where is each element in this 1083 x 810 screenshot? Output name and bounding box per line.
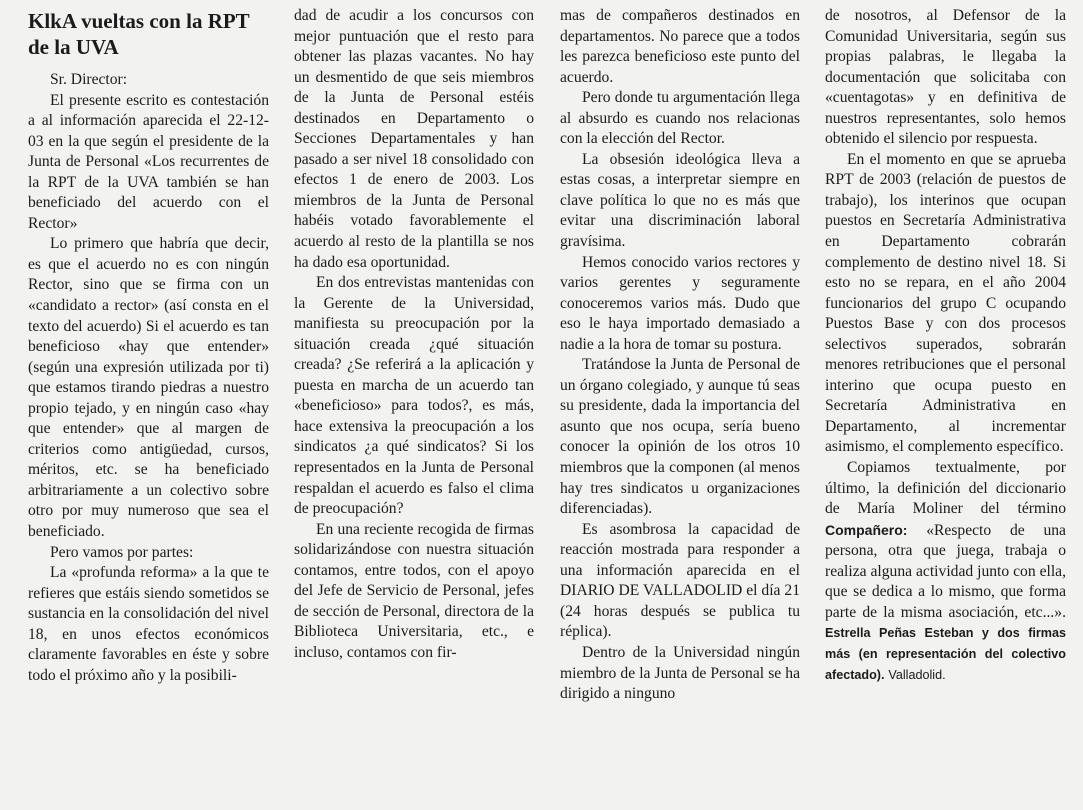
- paragraph: Pero vamos por partes:: [50, 543, 194, 561]
- definition-intro: Copiamos textualmente, por último, la definición del diccionario de María Moliner del término: [825, 459, 1066, 518]
- paragraph: Pero donde tu argumentación llega al absurdo es cuando nos relacionas con la elección del Rector.: [560, 89, 800, 148]
- column-2: [294, 6, 534, 664]
- column-1: [28, 6, 269, 686]
- paragraph: El presente escrito es contestación a al información aparecida el 22-12-03 en la que según el presidente de la Junta de Personal «Los recurrentes de la RPT de la UVA también se han beneficiado del acuerdo con el Rector»: [28, 91, 269, 232]
- article-title: KlkA vueltas con la RPT de la UVA: [28, 9, 250, 59]
- signature: Estrella Peñas Esteban y dos firmas más (en representación del colectivo afectado).: [825, 626, 1066, 682]
- definition-text: «Respecto de una persona, otra que juega, trabaja o realiza alguna actividad junto con ella, que se dedica a lo mismo, que forma parte de la misma asociación, etc...».: [825, 521, 1066, 621]
- signature-place: Valladolid.: [888, 667, 946, 682]
- paragraph: Hemos conocido varios rectores y varios gerentes y seguramente conoceremos varios más. Dudo que eso le haya importado demasiado a nadie a la hora de tomar su postura.: [560, 253, 800, 353]
- column-4: [825, 6, 1066, 685]
- closing-paragraph: [825, 458, 1066, 685]
- paragraph: En el momento en que se aprueba RPT de 2003 (relación de puestos de trabajo), los interinos que ocupan puestos en Secretaría Administrativa en Departamento cobrarán complemento de destino nivel 18. Si esto no se repara, en el año 2004 funcionarios del grupo C ocupando Puestos Base y con dos procesos selectivos superados, sobrarán menores retribuciones que el personal interino que ocupa puesto en Secretaría Administrativa en Departamento, al incrementar asimismo, el complemento específico.: [825, 150, 1066, 456]
- dictionary-term: Compañero:: [825, 521, 908, 538]
- paragraph: En dos entrevistas mantenidas con la Gerente de la Universidad, manifiesta su preocupación por la situación creada ¿qué situación creada? ¿Se referirá a la aplicación y puesta en marcha de un acuerdo tan «beneficioso» para todos?, es más, hace extensiva la preocupación a los sindicatos ¿a qué sindicatos? Si los representados en la Junta de Personal respaldan el acuerdo es falso el clima de preocupación?: [294, 274, 534, 518]
- paragraph: Lo primero que habría que decir, es que el acuerdo no es con ningún Rector, sino que se firma con un «candidato a rector» (así consta en el texto del acuerdo) Si el acuerdo es tan beneficioso «hay que entender» (según una expresión utilizada por ti) que estamos tirando piedras a nuestro propio tejado, y en ningún caso «hay que entender» que al margen de criterios como antigüedad, cursos, méritos, etc. se ha beneficiado arbitrariamente a un colectivo sobre otro por muy numeroso que sea el beneficiado.: [28, 235, 269, 541]
- paragraph: La «profunda reforma» a la que te refieres que estáis siendo sometidos se sustancia en la consolidación del nivel 18, en unos efectos económicos claramente favorables en éste y sobre todo el próximo año y la posibili-: [28, 564, 269, 684]
- paragraph: Tratándose la Junta de Personal de un órgano colegiado, y aunque tú seas su presidente, dada la importancia del asunto que nos ocupa, sería bueno conocer la opinión de los otros 10 miembros que la componen (al menos hay tres sindicatos u organizaciones diferenciadas).: [560, 356, 800, 518]
- paragraph: Es asombrosa la capacidad de reacción mostrada para responder a una información aparecida en el DIARIO DE VALLADOLID el día 21 (24 horas después se publica tu réplica).: [560, 520, 800, 641]
- paragraph: Dentro de la Universidad ningún miembro de la Junta de Personal se ha dirigido a ninguno: [560, 643, 800, 703]
- paragraph: dad de acudir a los concursos con mejor puntuación que el resto para obtener las plazas vacantes. No hay un desmentido de que seis miembros de la Junta de Personal estéis destinados en Departamento o Secciones Departamentales y han pasado a ser nivel 18 consolidado con efectos 1 de enero de 2003. Los miembros de la Junta de Personal habéis votado favorablemente el acuerdo al resto de la plantilla se nos ha dado esa oportunidad.: [294, 7, 534, 271]
- column-3: [560, 6, 800, 705]
- paragraph: de nosotros, al Defensor de la Comunidad Universitaria, según sus propias palabras, le llegaba la documentación que solicitaba con «cuentagotas» y en definitiva de nuestros representantes, solo hemos obtenido el silencio por respuesta.: [825, 7, 1066, 148]
- paragraph: En una reciente recogida de firmas solidarizándose con nuestra situación contamos, entre todos, con el apoyo del Jefe de Servicio de Personal, jefes de sección de Personal, directora de la Biblioteca Universitaria, etc., e incluso, contamos con fir-: [294, 520, 534, 661]
- greeting: Sr. Director:: [50, 71, 128, 88]
- paragraph: mas de compañeros destinados en departamentos. No parece que a todos les parezca beneficioso este punto del acuerdo.: [560, 7, 800, 86]
- paragraph: La obsesión ideológica lleva a estas cosas, a interpretar siempre en clave política lo que no es más que evitar una discriminación laboral gravísima.: [560, 150, 800, 251]
